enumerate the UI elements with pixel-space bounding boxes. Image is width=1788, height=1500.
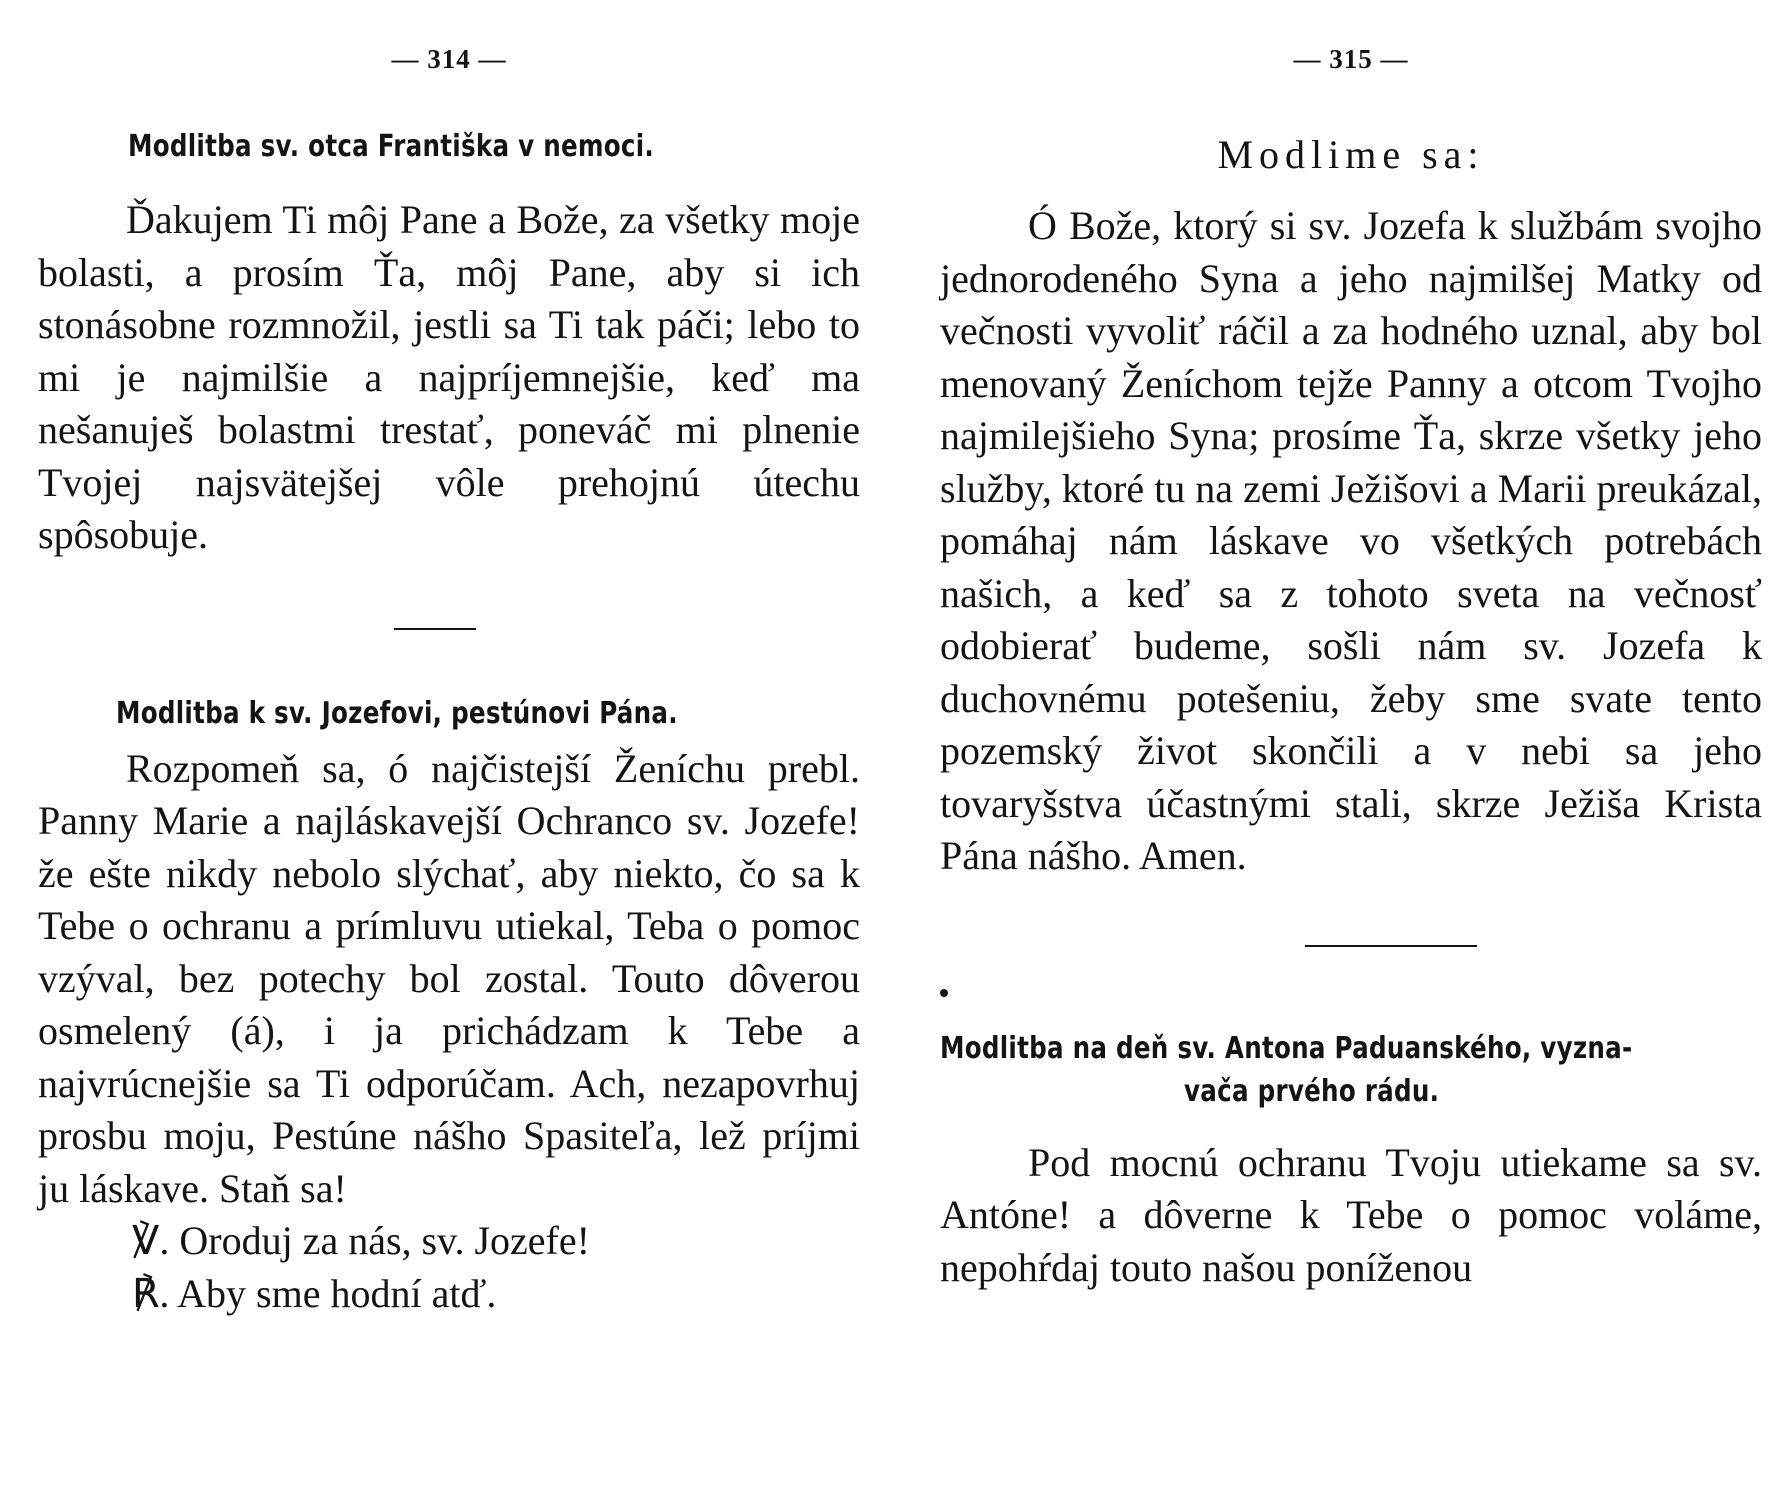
versicle-line: ℣. Oroduj za nás, sv. Jozefe! bbox=[132, 1218, 590, 1263]
prayer-text-anthony: Pod mocnú ochranu Tvoju utiekame sa sv. Antóne! a dôverne k Tebe o pomoc voláme, nepohŕdaj touto našou poníženou bbox=[940, 1139, 1762, 1290]
prayer-heading-joseph: Modlitba k sv. Jozefovi, pestúnovi Pána. bbox=[116, 695, 678, 731]
section-divider bbox=[394, 628, 476, 630]
left-page bbox=[38, 0, 860, 1500]
prayer-intro: Modlime sa: bbox=[1217, 132, 1485, 177]
section-divider bbox=[1305, 945, 1477, 947]
prayer-heading-anthony-line-2: vača prvého rádu. bbox=[1184, 1073, 1440, 1109]
prayer-heading-anthony bbox=[940, 1031, 1762, 1109]
prayer-heading-francis: Modlitba sv. otca Františka v nemoci. bbox=[128, 129, 655, 164]
response-line: ℟. Aby sme hodní atď. bbox=[132, 1270, 497, 1316]
prayer-text-francis: Ďakujem Ti môj Pane a Bože, za všetky moje bolasti, a prosím Ťa, môj Pane, aby si ich stonásobne rozmnožil, jestli sa Ti tak páči; lebo to mi je najmilšie a najpríjemnejšie, keď ma nešanuješ bolastmi trestať, poneváč mi plnenie Tvojej najsvätejšej vôle prehojnú útechu spôsobuje. bbox=[38, 197, 860, 557]
page-number-right: — 315 — bbox=[1293, 44, 1409, 74]
ornament-dot bbox=[940, 989, 948, 997]
prayer-text-joseph: Rozpomeň sa, ó najčistejší Ženíchu prebl. Panny Marie a najláskavejší Ochranco sv. Jozefe! že ešte nikdy nebolo slýchať, aby niekto, čo sa k Tebe o ochranu a prímluvu utiekal, Teba o pomoc vzýval, bez potechy bol zostal. Touto dôverou osmelený (á), i ja prichádzam k Tebe a najvrúcnejšie sa Ti odporúčam. Ach, nezapovrhuj prosbu moju, Pestúne nášho Spasiteľa, lež príjmi ju láskave. Staň sa! bbox=[38, 745, 860, 1211]
prayer-text-joseph-collect: Ó Bože, ktorý si sv. Jozefa k službám svojho jednorodeného Syna a jeho najmilšej Matky od večnosti vyvoliť ráčil a za hodného uznal, aby bol menovaný Ženíchom tejže Panny a otcom Tvojho najmilejšieho Syna; prosíme Ťa, skrze všetky jeho služby, ktoré tu na zemi Ježišovi a Marii preukázal, pomáhaj nám láskave vo všetkých potrebách našich, a keď sa z tohoto sveta na večnosť odobierať budeme, sošli nám sv. Jozefa k duchovnému potešeniu, žeby sme svate tento pozemský život skončili a v nebi sa jeho tovaryšstva účastnými stali, skrze Ježiša Krista Pána nášho. Amen. bbox=[940, 203, 1762, 878]
right-page bbox=[940, 0, 1762, 1500]
page-number-left: — 314 — bbox=[391, 44, 507, 74]
prayer-heading-anthony-line-1: Modlitba na deň sv. Antona Paduanského, vyzna- bbox=[940, 1030, 1633, 1066]
